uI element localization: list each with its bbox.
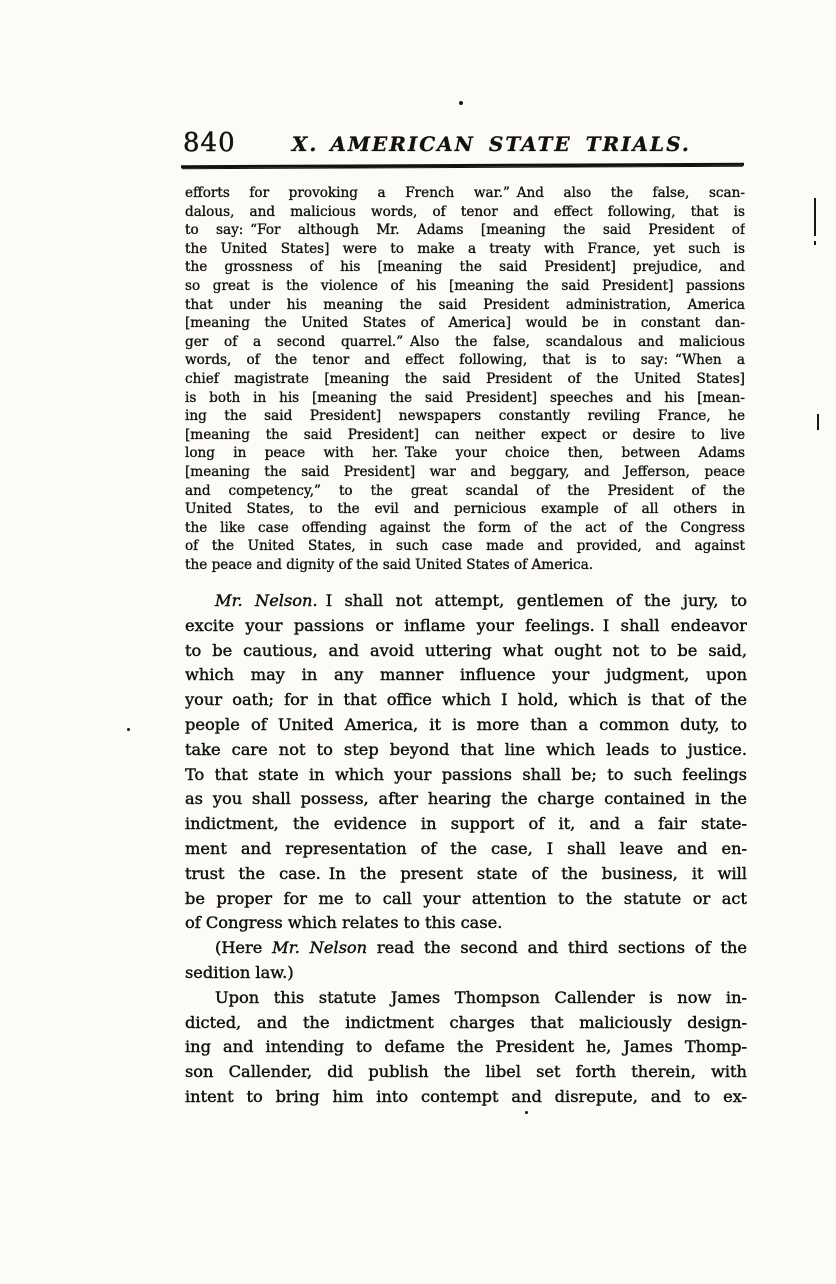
scan-artifact-margin-tick [814,198,816,236]
text-line: excite your passions or inflame your feelings. I shall endeavor [185,615,747,635]
body-text [185,589,747,1110]
text-line: [meaning the United States of America] would be in constant dan- [185,315,745,332]
text-line: which may in any manner influence your judgment, upon [185,665,747,685]
text-line: indictment, the evidence in support of it, and a fair state- [185,814,747,834]
text-line: [meaning the said President] can neither expect or desire to live [185,426,745,443]
text-line: of the United States, in such case made and provided, and against [185,538,745,555]
text-line: United States, to the evil and pernicious example of all others in [185,501,745,518]
text-line: long in peace with her. Take your choice then, between Adams [185,445,745,462]
text-line: to say: “For although Mr. Adams [meaning the said President of [185,222,745,239]
text-line: dicted, and the indictment charges that maliciously design- [185,1012,747,1032]
text-line: chief magistrate [meaning the said President of the United States] [185,370,745,387]
text-line: son Callender, did publish the libel set forth therein, with [185,1062,747,1082]
text-line: [meaning the said President] war and beggary, and Jefferson, peace [185,463,745,480]
text-line: Upon this statute James Thompson Callender is now in- [215,987,747,1007]
text-line: so great is the violence of his [meaning the said President] passions [185,277,745,294]
text-line: ment and representation of the case, I shall leave and en- [185,838,747,858]
scan-artifact-dot [127,728,130,731]
text-line: as you shall possess, after hearing the charge contained in the [185,789,747,809]
text-line: the peace and dignity of the said United States of America. [185,556,594,573]
text-line: the United States] were to make a treaty with France, yet such is [185,240,745,257]
text-line: of Congress which relates to this case. [185,913,503,933]
text-line: is both in his [meaning the said President] speeches and his [mean- [185,389,745,406]
running-head [183,124,747,162]
running-head-title: X. AMERICAN STATE TRIALS. [291,132,691,156]
paragraph-nelson-speech [185,589,747,936]
text-line: that under his meaning the said President administration, America [185,296,745,313]
text-line: dalous, and malicious words, of tenor and effect following, that is [185,203,745,220]
text-line: (Here Mr. Nelson read the second and third sections of the [215,938,747,958]
text-line: intent to bring him into contempt and disrepute, and to ex- [185,1086,747,1106]
text-line: ing and intending to defame the President he, James Thomp- [185,1037,747,1057]
scan-artifact-dot [459,101,463,105]
text-line: Mr. Nelson. I shall not attempt, gentlemen of the jury, to [215,591,747,610]
text-line: sedition law.) [185,962,294,982]
text-line: the like case offending against the form of the act of the Congress [185,519,745,536]
text-line: words, of the tenor and effect following, that is to say: “When a [185,352,745,369]
page-number: 840 [183,128,236,158]
paragraph-stage-direction [185,936,747,986]
text-line: trust the case. In the present state of the business, it will [185,863,747,883]
text-line: To that state in which your passions shall be; to such feelings [185,764,747,784]
scan-artifact-margin-tick [817,414,819,430]
paragraph-statute-charge [185,986,747,1110]
text-line: ing the said President] newspapers constantly reviling France, he [185,408,745,425]
text-line: ger of a second quarrel.” Also the false, scandalous and malicious [185,333,745,350]
text-line: be proper for me to call your attention to the statute or act [185,888,747,908]
text-line: efforts for provoking a French war.” And also the false, scan- [185,185,745,201]
text-line: and competency,” to the great scandal of the President of the [185,482,745,499]
text-line: to be cautious, and avoid uttering what ought not to be said, [185,640,747,660]
header-rule [181,163,744,168]
text-line: take care not to step beyond that line which leads to justice. [185,739,747,759]
scan-artifact-dot [525,1111,528,1114]
text-line: people of United America, it is more than a common duty, to [185,714,747,734]
text-line: the grossness of his [meaning the said President] prejudice, and [185,259,745,276]
scan-artifact-margin-tick [814,241,816,245]
text-line: your oath; for in that office which I hold, which is that of the [185,690,747,710]
indictment-quotation-block [185,184,745,574]
